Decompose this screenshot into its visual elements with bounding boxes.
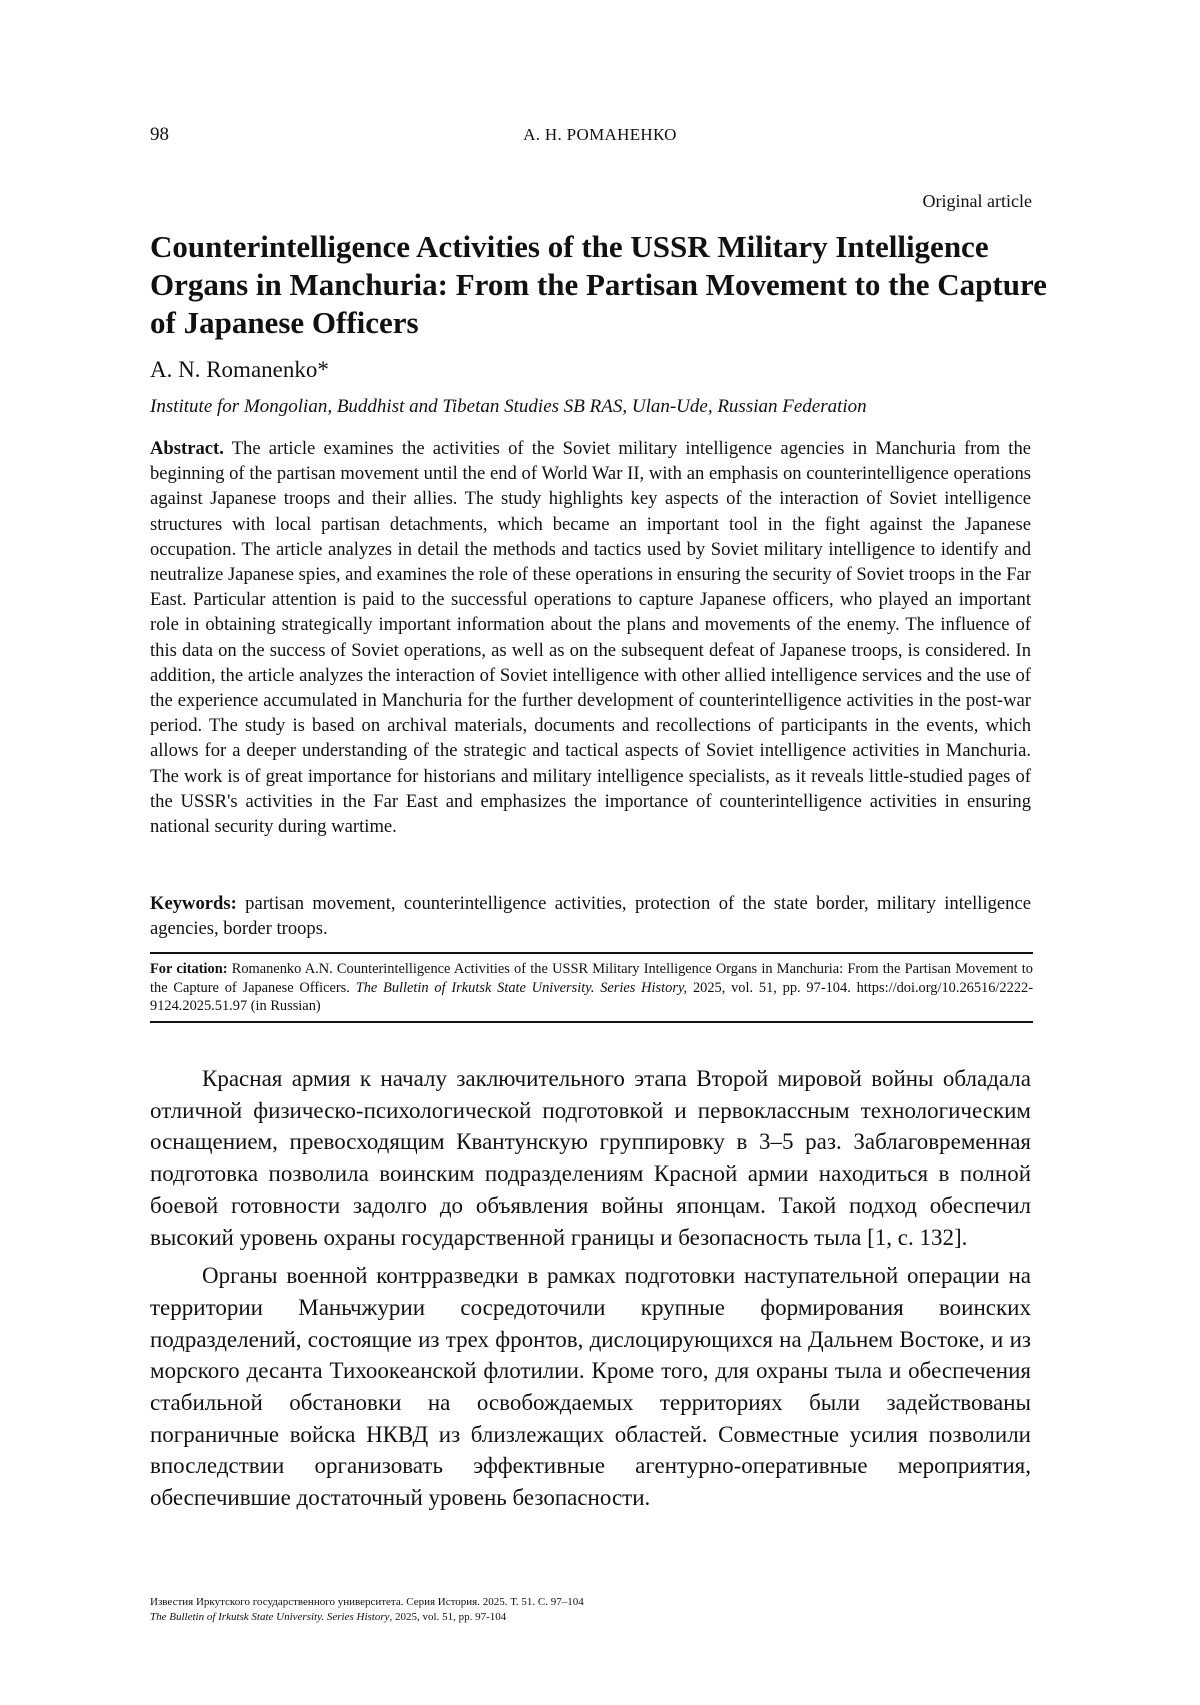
citation-journal: The Bulletin of Irkutsk State University. Series History,	[356, 980, 687, 996]
keywords	[150, 891, 1031, 941]
citation-box	[150, 952, 1033, 1023]
author-affiliation: Institute for Mongolian, Buddhist and Tibetan Studies SB RAS, Ulan-Ude, Russian Federation	[150, 396, 867, 418]
article-type: Original article	[923, 191, 1032, 212]
footer-issue: , 2025, vol. 51, pp. 97-104	[390, 1611, 507, 1623]
abstract-label: Abstract.	[150, 438, 224, 459]
running-head: А. Н. РОМАНЕНКО	[0, 125, 1200, 145]
author-name: A. N. Romanenko*	[150, 357, 329, 383]
keywords-label: Keywords:	[150, 893, 237, 914]
citation-label: For citation:	[150, 961, 228, 977]
body-text	[150, 1063, 1031, 1521]
keywords-text: partisan movement, counterintelligence activities, protection of the state border, military intelligence agencies, border troops.	[150, 893, 1031, 939]
footer-line-en	[150, 1610, 584, 1625]
page-footer	[150, 1595, 584, 1625]
abstract-text: The article examines the activities of the Soviet military intelligence agencies in Manchuria from the beginning of the partisan movement until the end of World War II, with an emphasis on counterintelligence operations against Japanese troops and their allies. The study highlights key aspects of the interaction of Soviet intelligence structures with local partisan detachments, which became an important tool in the fight against the Japanese occupation. The article analyzes in detail the methods and tactics used by Soviet military intelligence to identify and neutralize Japanese spies, and examines the role of these operations in ensuring the security of Soviet troops in the Far East. Particular attention is paid to the successful operations to capture Japanese officers, who played an important role in obtaining strategically important information about the plans and movements of the enemy. The influence of this data on the success of Soviet operations, as well as on the subsequent defeat of Japanese troops, is considered. In addition, the article analyzes the interaction of Soviet intelligence with other allied intelligence services and the use of the experience accumulated in Manchuria for the further development of counterintelligence activities in the post-war period. The study is based on archival materials, documents and recollections of participants in the events, which allows for a deeper understanding of the strategic and tactical aspects of Soviet intelligence activities in Manchuria. The work is of great importance for historians and military intelligence specialists, as it reveals little-studied pages of the USSR's activities in the Far East and emphasizes the importance of counterintelligence activities in ensuring national security during wartime.	[150, 438, 1031, 837]
page-number: 98	[150, 124, 169, 146]
abstract	[150, 436, 1031, 839]
body-paragraph: Красная армия к началу заключительного этапа Второй мировой войны обладала отличной физическо-психологической подготовкой и первоклассным технологическим оснащением, превосходящим Квантунскую группировку в 3–5 раз. Заблаговременная подготовка позволила воинским подразделениям Красной армии находиться в полной боевой готовности задолго до объявления войны японцам. Такой подход обеспечил высокий уровень охраны государственной границы и безопасность тыла [1, с. 132].	[150, 1063, 1031, 1253]
footer-line-ru: Известия Иркутского государственного университета. Серия История. 2025. Т. 51. С. 97–104	[150, 1595, 584, 1610]
citation-text-after: 2025, vol. 51, pp. 97-104. https://doi.org/10.26516/2222-9124.2025.51.97 (in Russian)	[150, 980, 1033, 1015]
citation-text-before: Romanenko A.N. Counterintelligence Activities of the USSR Military Intelligence Organs in Manchuria: From the Partisan Movement to the Capture of Japanese Officers.	[150, 961, 1033, 996]
body-paragraph: Органы военной контрразведки в рамках подготовки наступательной операции на территории Маньчжурии сосредоточили крупные формирования воинских подразделений, состоящие из трех фронтов, дислоцирующихся на Дальнем Востоке, и из морского десанта Тихоокеанской флотилии. Кроме того, для охраны тыла и обеспечения стабильной обстановки на освобождаемых территориях были задействованы пограничные войска НКВД из близлежащих областей. Совместные усилия позволили впоследствии организовать эффективные агентурно-оперативные мероприятия, обеспечившие достаточный уровень безопасности.	[150, 1260, 1031, 1514]
article-title: Counterintelligence Activities of the USSR Military Intelligence Organs in Manchuria: From the Partisan Movement to the Capture of Japanese Officers	[150, 228, 1050, 342]
footer-journal: The Bulletin of Irkutsk State University. Series History	[150, 1611, 390, 1623]
